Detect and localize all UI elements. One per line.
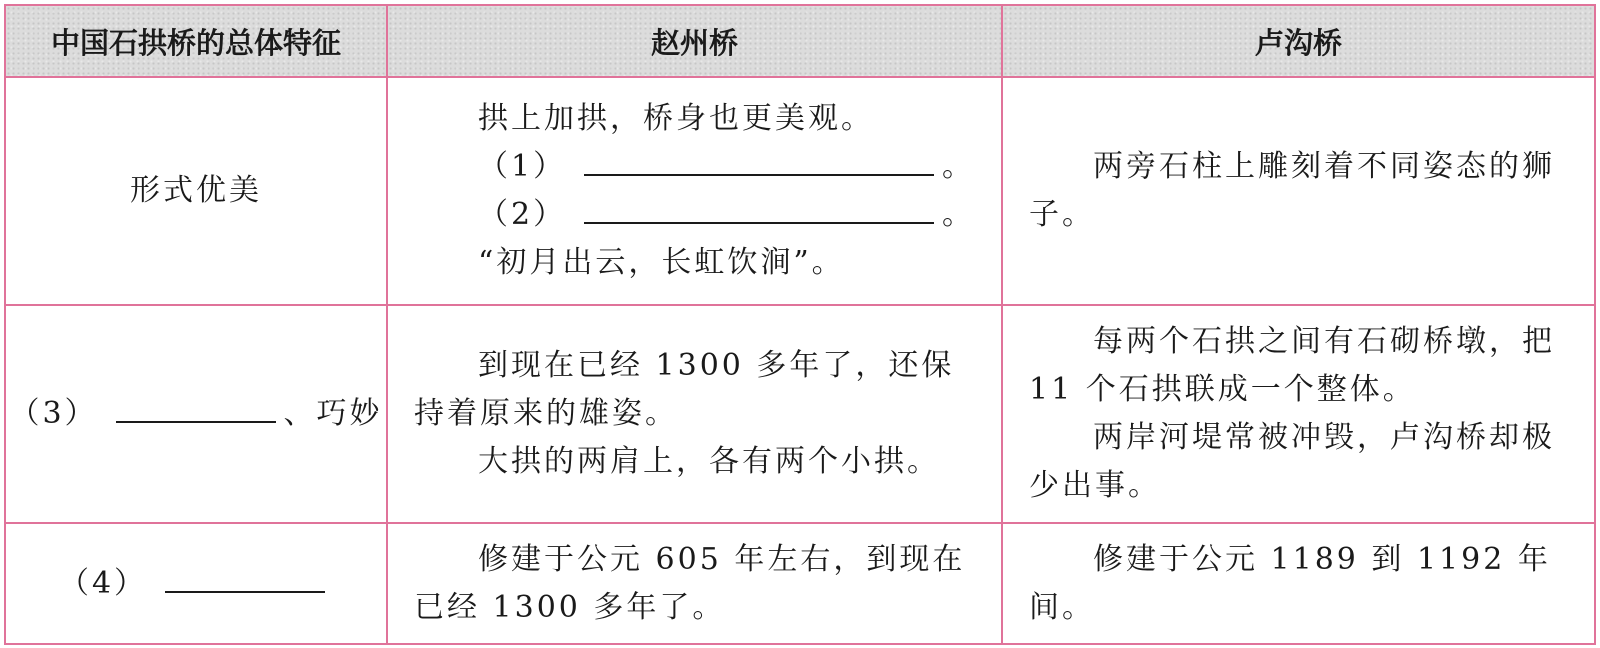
bridge-comparison-table xyxy=(4,4,1596,645)
zhaozhou-line: 拱上加拱，桥身也更美观。 xyxy=(478,101,874,136)
feature-cell xyxy=(5,77,387,305)
table-row xyxy=(5,77,1595,305)
lugou-text: 修建于公元 1189 到 1192 年间。 xyxy=(1029,541,1551,625)
answer-blank-2[interactable] xyxy=(584,194,934,224)
lugou-para: 两岸河堤常被冲毁，卢沟桥却极少出事。 xyxy=(1029,420,1555,503)
zhaozhou-cell xyxy=(387,305,1002,523)
table-row xyxy=(5,523,1595,644)
zhaozhou-text: 修建于公元 605 年左右，到现在已经 1300 多年了。 xyxy=(414,541,966,625)
zhaozhou-cell xyxy=(387,77,1002,305)
header-row xyxy=(5,5,1595,77)
header-lugou-bridge: 卢沟桥 xyxy=(1002,5,1595,77)
lugou-para: 每两个石拱之间有石砌桥墩，把 11 个石拱联成一个整体。 xyxy=(1029,324,1555,407)
lugou-text: 两旁石柱上雕刻着不同姿态的狮子。 xyxy=(1029,149,1555,232)
zhaozhou-para: 到现在已经 1300 多年了，还保持着原来的雄姿。 xyxy=(414,348,955,431)
blank-label: （1） xyxy=(478,149,567,184)
table-row xyxy=(5,305,1595,523)
blank-label: （3） xyxy=(9,396,98,431)
fill-blank-1 xyxy=(414,143,975,191)
fill-blank-2 xyxy=(414,191,975,239)
blank-label: （4） xyxy=(58,565,148,601)
blank-label: （2） xyxy=(478,197,567,232)
lugou-cell xyxy=(1002,523,1595,644)
fill-blank-4 xyxy=(59,560,333,608)
zhaozhou-para: 大拱的两肩上，各有两个小拱。 xyxy=(478,444,940,479)
header-feature: 中国石拱桥的总体特征 xyxy=(5,5,387,77)
answer-blank-1[interactable] xyxy=(584,146,934,176)
zhaozhou-quote: “初月出云，长虹饮涧”。 xyxy=(478,245,845,280)
blank-end: 。 xyxy=(942,197,975,232)
lugou-cell xyxy=(1002,305,1595,523)
answer-blank-3[interactable] xyxy=(116,393,276,423)
lugou-cell xyxy=(1002,77,1595,305)
feature-cell xyxy=(5,523,387,644)
feature-text: 形式优美 xyxy=(130,173,262,208)
blank-end: 。 xyxy=(942,149,975,184)
feature-cell xyxy=(5,305,387,523)
fill-blank-3 xyxy=(9,390,382,438)
answer-blank-4[interactable] xyxy=(165,563,325,593)
zhaozhou-cell xyxy=(387,523,1002,644)
feature-suffix: 、巧妙 xyxy=(283,396,383,431)
header-zhaozhou-bridge: 赵州桥 xyxy=(387,5,1002,77)
